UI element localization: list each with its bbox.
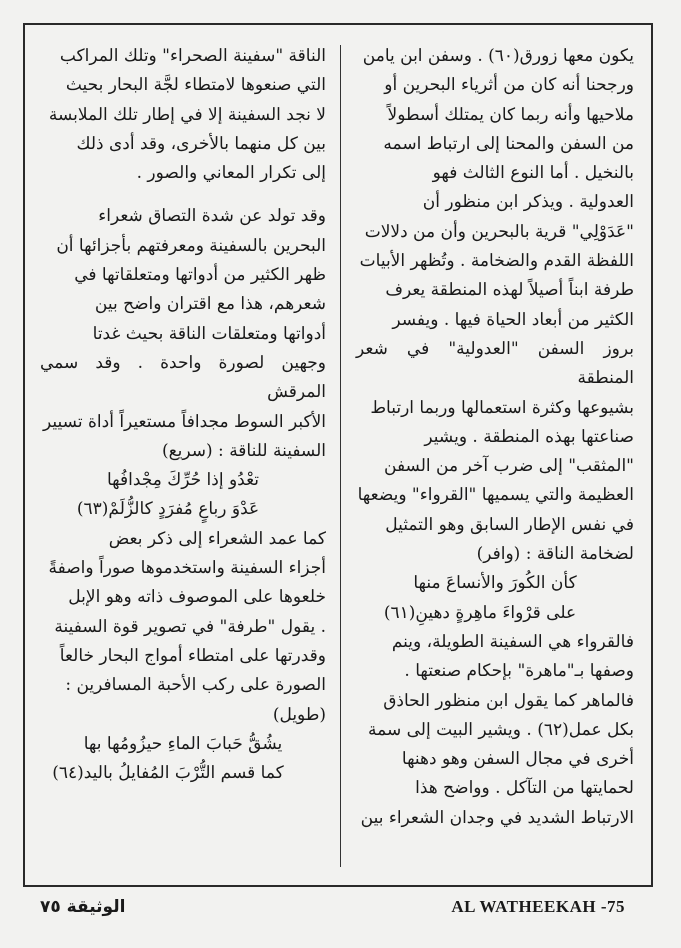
footer-page-label-arabic: الوثيقة ٧٥: [40, 897, 126, 917]
text-line: إلى تكرار المعاني والصور .: [136, 163, 326, 184]
text-line: لا نجد السفينة إلا في إطار تلك الملابسة: [48, 104, 326, 125]
text-line: العظيمة والتي يسميها "القرواء" ويضعها: [357, 485, 634, 506]
text-line: وقدرتها على امتطاء أمواج البحار خالعاً: [59, 645, 326, 666]
text-line: أخرى في مجال السفن وهو دهنها: [401, 749, 634, 770]
left-column: [40, 42, 326, 788]
text-line: التي صنعوها لامتطاء لجَّة البحار بحيث: [65, 75, 326, 96]
text-line: ورجحنا أنه كان من أثرياء البحرين أو: [384, 75, 634, 96]
text-line: وقد تولد عن شدة التصاق شعراء: [98, 206, 326, 227]
text-line: ظهر الكثير من أدواتها ومتعلقاتها في: [74, 265, 326, 286]
text-line: فالماهر كما يقول ابن منظور الحاذق: [383, 690, 634, 711]
text-line: بالنخيل . أما النوع الثالث فهو: [432, 163, 634, 184]
text-line: في نفس الإطار السابق وهو التمثيل: [385, 514, 634, 535]
text-line: الصورة على ركب الأحبة المسافرين :: [65, 675, 326, 696]
text-line: الناقة "سفينة الصحراء" وتلك المراكب: [59, 46, 326, 66]
text-line: الارتباط الشديد في وجدان الشعراء بين: [360, 807, 634, 828]
text-line: بشيوعها وكثرة استعمالها وربما ارتباط: [370, 397, 634, 418]
text-line: "المثقب" إلى ضرب آخر من السفن: [384, 456, 634, 477]
verse-line: تعْدُو إذا حُرِّكَ مِجْدافُها: [106, 470, 260, 491]
text-line: ملاحيها وأنه ربما كان يمتلك أسطولاً: [387, 104, 634, 125]
text-line: أجزاء السفينة واستخدموها صوراً واصفةً: [48, 558, 326, 579]
text-line: الكثير من أبعاد الحياة فيها . ويفسر: [392, 309, 634, 330]
text-line: العدولية . ويذكر ابن منظور أن: [422, 192, 634, 213]
text-line: فالقرواء هي السفينة الطويلة، وينم: [391, 631, 634, 652]
verse-line: كأن الكُورَ والأنساعَ منها: [413, 573, 577, 594]
text-line: الأكبر السوط مجدافاً مستعيراً أداة تسيير: [43, 411, 326, 432]
text-line: اللفظة القدم والضخامة . وتُظهر الأبيات: [359, 251, 634, 272]
text-line: "عَدَوْلِي" قرية بالبحرين وأن من دلالات: [364, 221, 634, 242]
text-line: بكل عمل(٦٢) . ويشير البيت إلى سمة: [368, 719, 634, 740]
text-line: بروز السفن "العدولية" في شعر المنطقة: [356, 338, 634, 389]
text-line: خلعوها على الموصوف ذاته وهو الإبل: [68, 587, 326, 608]
text-line: وجهين لصورة واحدة . وقد سمي المرقش: [40, 352, 326, 403]
text-line: يكون معها زورق(٦٠) . وسفن ابن يامن: [362, 46, 634, 66]
text-line: أدواتها ومتعلقات الناقة بحيث غدتا: [92, 323, 326, 344]
text-line: من السفن والمحنا إلى ارتباط اسمه: [383, 133, 634, 154]
text-line: وصفها بـ"ماهرة" بإحكام صنعتها .: [404, 661, 634, 682]
verse-line: كما قسم التُّرْبَ المُفايلُ باليد(٦٤): [52, 763, 284, 784]
text-line: البحرين بالسفينة ومعرفتهم بأجزائها أن: [56, 235, 326, 256]
text-line: صناعتها بهذه المنطقة . ويشير: [424, 426, 634, 447]
text-line: طرفة ابناً أصيلاً لهذه المنطقة يعرف: [385, 280, 634, 301]
text-line: شعرهم، هذا مع اقتران واضح بين: [94, 294, 326, 315]
text-line: . يقول "طرفة" في تصوير قوة السفينة: [54, 616, 326, 637]
footer-page-label-english: AL WATHEEKAH -75: [451, 897, 625, 916]
verse-line: عَدْوَ رباعٍ مُفرَدٍ كالزُّلَمْ(٦٣): [76, 499, 260, 520]
text-line: بين كل منهما بالأخرى، وقد أدى ذلك: [76, 133, 326, 154]
text-line: لضخامة الناقة : (وافر): [476, 544, 634, 565]
column-divider: [340, 45, 341, 867]
verse-line: على قرْواءَ ماهِرةٍ دهينِ(٦١): [383, 602, 577, 623]
text-line: (طويل): [272, 704, 326, 725]
text-line: كما عمد الشعراء إلى ذكر بعض: [108, 528, 326, 549]
text-line: لحمايتها من التآكل . وواضح هذا: [415, 778, 634, 799]
text-line: السفينة للناقة : (سريع): [161, 440, 326, 461]
verse-line: يشُقُّ حَبابَ الماءِ حيزُومُها بها: [83, 733, 283, 754]
right-column: [356, 42, 634, 833]
